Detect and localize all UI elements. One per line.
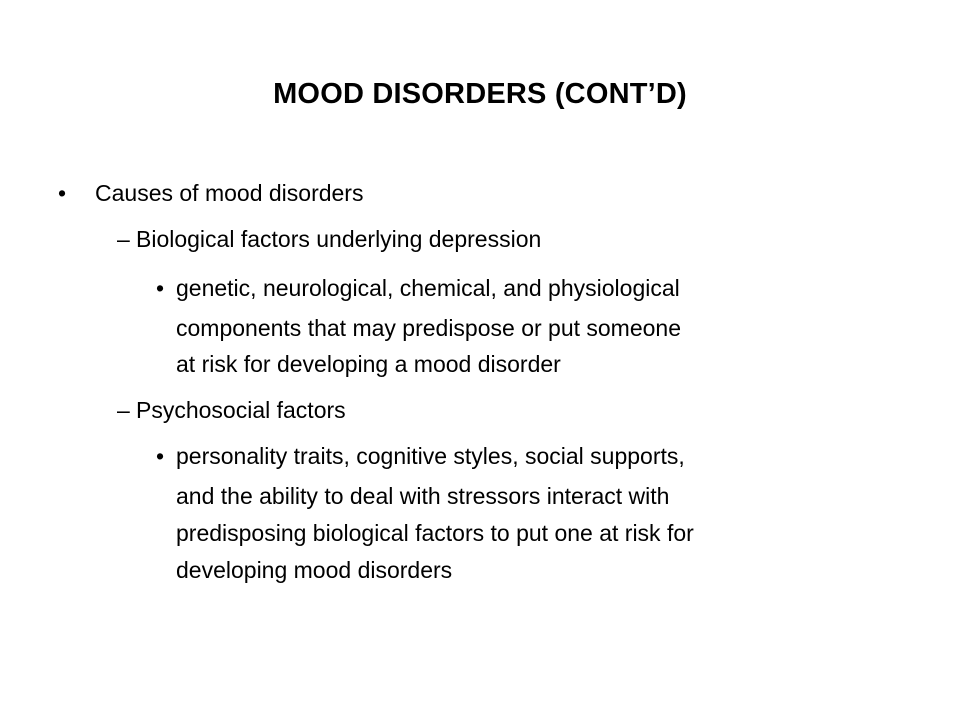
dash-marker: –	[117, 226, 130, 252]
sub-heading-psychosocial: Psychosocial factors	[136, 397, 346, 423]
detail-line: and the ability to deal with stressors interact with	[176, 483, 670, 509]
detail-bullet-marker: •	[156, 443, 165, 469]
slide-title: MOOD DISORDERS (CONT’D)	[273, 78, 687, 110]
detail-line: developing mood disorders	[176, 557, 453, 583]
detail-line: personality traits, cognitive styles, social supports,	[176, 443, 685, 469]
detail-line: at risk for developing a mood disorder	[176, 351, 561, 377]
bullet-causes: Causes of mood disorders	[95, 180, 364, 206]
detail-line: genetic, neurological, chemical, and physiological	[176, 275, 680, 301]
sub-heading-biological: Biological factors underlying depression	[136, 226, 542, 252]
detail-line: predisposing biological factors to put one at risk for	[176, 520, 694, 546]
bullet-marker: •	[58, 180, 67, 206]
detail-line: components that may predispose or put someone	[176, 315, 682, 341]
detail-bullet-marker: •	[156, 275, 165, 301]
dash-marker: –	[117, 397, 130, 423]
